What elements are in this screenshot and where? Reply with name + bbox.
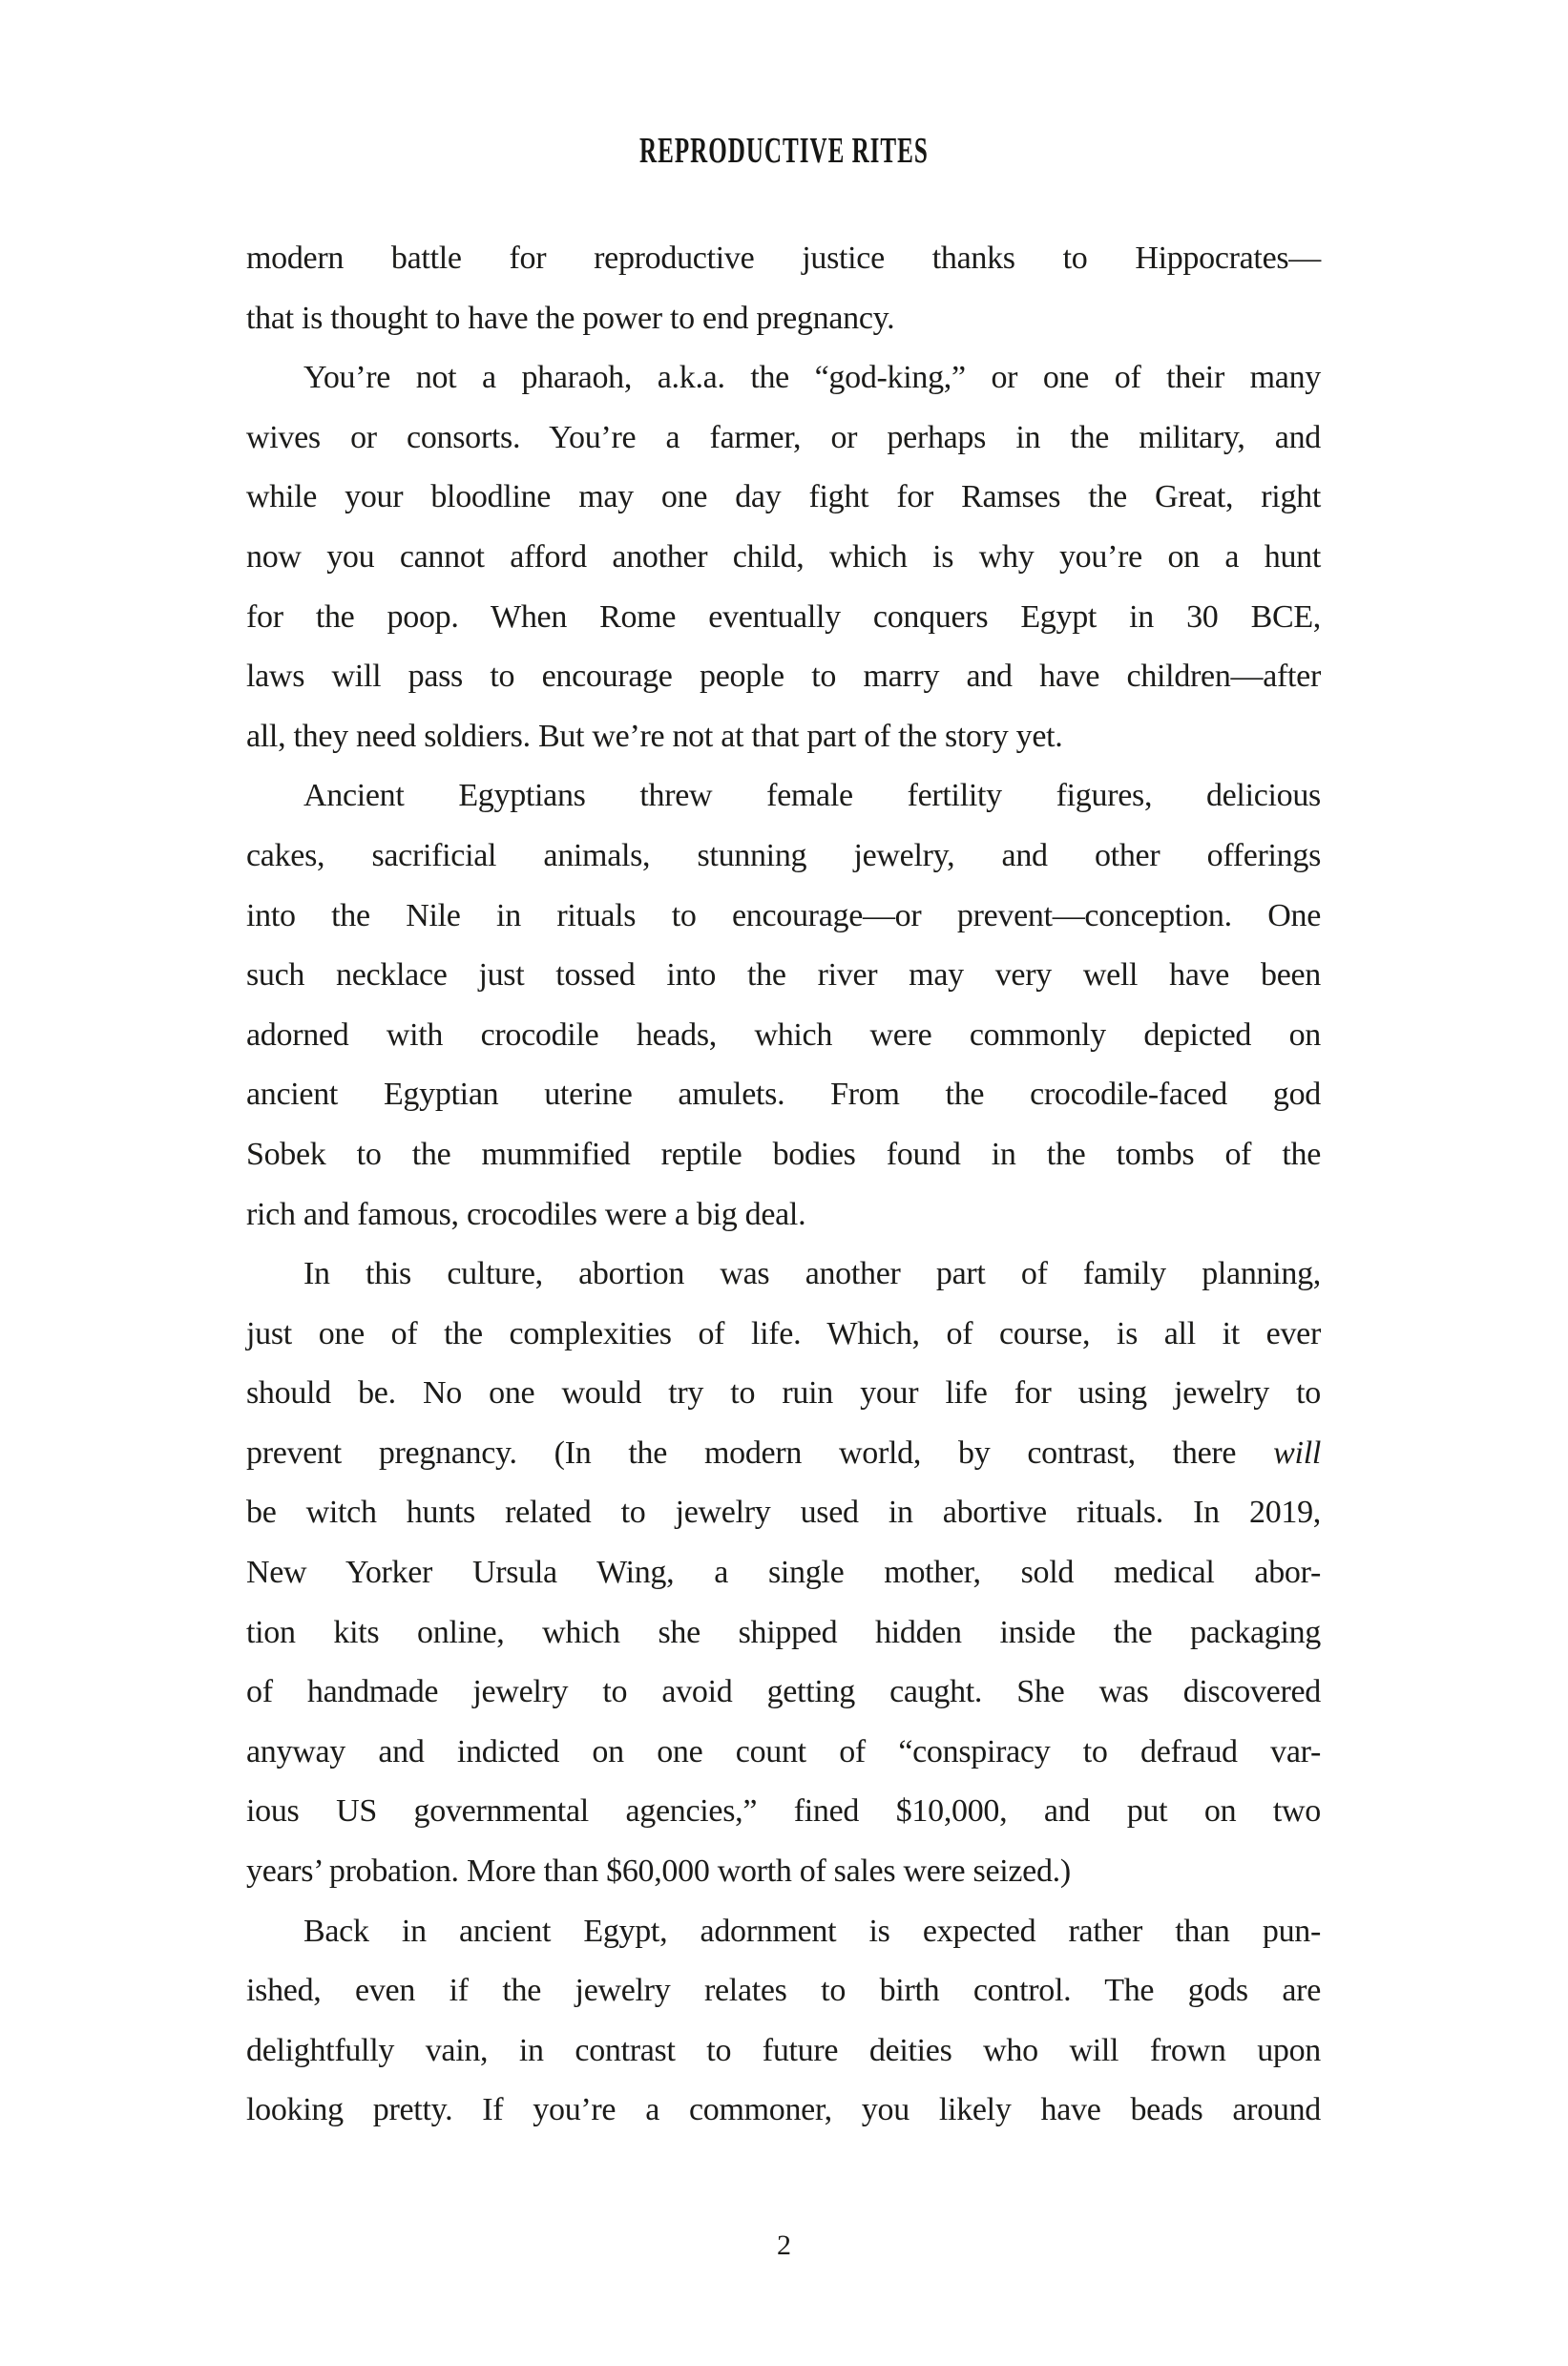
text-line <box>246 1006 1321 1066</box>
text-line <box>246 1125 1321 1185</box>
running-head <box>0 132 1568 170</box>
text-line <box>246 1902 1321 1962</box>
text-line <box>246 1483 1321 1543</box>
text-line <box>246 348 1321 408</box>
text-line <box>246 1842 1321 1902</box>
text-segment: while your bloodline may one day fight for Ramses the Great, right <box>246 479 1321 515</box>
text-segment: In this culture, abortion was another part of family planning, <box>303 1256 1321 1292</box>
text-line <box>246 1961 1321 2021</box>
text-line <box>246 766 1321 827</box>
text-segment: for the poop. When Rome eventually conquers Egypt in 30 BCE, <box>246 598 1321 635</box>
text-line <box>246 229 1321 289</box>
text-line <box>246 588 1321 648</box>
text-line <box>246 2081 1321 2141</box>
text-line <box>246 827 1321 887</box>
text-segment: such necklace just tossed into the river may very well have been <box>246 957 1321 994</box>
text-line <box>246 1364 1321 1424</box>
text-segment: just one of the complexities of life. Which, of course, is all it ever <box>246 1315 1321 1351</box>
running-head-text: REPRODUCTIVE RITES <box>639 131 929 171</box>
text-segment: anyway and indicted on one count of “conspiracy to defraud var- <box>246 1733 1321 1769</box>
text-segment: Sobek to the mummified reptile bodies found in the tombs of the <box>246 1136 1321 1172</box>
text-line <box>246 707 1321 767</box>
text-segment: wives or consorts. You’re a farmer, or perhaps in the military, and <box>246 419 1321 455</box>
text-line <box>246 1603 1321 1664</box>
text-segment: cakes, sacrificial animals, stunning jewelry, and other offerings <box>246 837 1321 873</box>
text-segment: modern battle for reproductive justice thanks to Hippocrates— <box>246 241 1321 276</box>
text-line <box>246 946 1321 1006</box>
text-line <box>246 528 1321 588</box>
text-segment: delightfully vain, in contrast to future deities who will frown upon <box>246 2032 1321 2068</box>
text-line <box>246 1245 1321 1305</box>
text-segment: of handmade jewelry to avoid getting caught. She was discovered <box>246 1674 1321 1710</box>
text-segment: rich and famous, crocodiles were a big deal. <box>246 1196 806 1232</box>
text-line <box>246 1723 1321 1783</box>
text-segment: now you cannot afford another child, which is why you’re on a hunt <box>246 538 1321 575</box>
text-segment: looking pretty. If you’re a commoner, you likely have beads around <box>246 2092 1321 2128</box>
text-line <box>246 1782 1321 1842</box>
text-segment: Back in ancient Egypt, adornment is expected rather than pun- <box>303 1913 1321 1949</box>
text-line <box>246 468 1321 528</box>
text-line <box>246 887 1321 947</box>
italic-text: will <box>1273 1434 1321 1471</box>
text-line <box>246 1065 1321 1125</box>
text-segment: that is thought to have the power to end pregnancy. <box>246 300 895 336</box>
text-segment: ancient Egyptian uterine amulets. From the crocodile-faced god <box>246 1077 1321 1113</box>
text-line <box>246 2021 1321 2082</box>
text-line <box>246 1424 1321 1484</box>
text-segment: You’re not a pharaoh, a.k.a. the “god-king,” or one of their many <box>303 360 1321 396</box>
text-segment: tion kits online, which she shipped hidden inside the packaging <box>246 1614 1321 1650</box>
text-line <box>246 647 1321 707</box>
text-line <box>246 1543 1321 1603</box>
text-segment: all, they need soldiers. But we’re not at that part of the story yet. <box>246 718 1063 754</box>
text-segment: be witch hunts related to jewelry used in abortive rituals. In 2019, <box>246 1495 1321 1531</box>
text-segment: into the Nile in rituals to encourage—or prevent—conception. One <box>246 897 1321 933</box>
text-segment: should be. No one would try to ruin your life for using jewelry to <box>246 1375 1321 1412</box>
body-text <box>246 229 1321 2141</box>
text-line <box>246 1663 1321 1723</box>
text-segment: New Yorker Ursula Wing, a single mother, sold medical abor- <box>246 1555 1321 1591</box>
text-line <box>246 289 1321 349</box>
text-segment: ished, even if the jewelry relates to birth control. The gods are <box>246 1973 1321 2009</box>
text-segment: years’ probation. More than $60,000 worth of sales were seized.) <box>246 1853 1071 1890</box>
text-segment: ious US governmental agencies,” fined $10,000, and put on two <box>246 1793 1321 1830</box>
text-segment: adorned with crocodile heads, which were commonly depicted on <box>246 1016 1321 1053</box>
text-segment: prevent pregnancy. (In the modern world, by contrast, there <box>246 1434 1274 1471</box>
text-line <box>246 408 1321 469</box>
page-number: 2 <box>777 2230 791 2261</box>
text-line <box>246 1305 1321 1365</box>
text-line <box>246 1185 1321 1246</box>
text-segment: laws will pass to encourage people to marry and have children—after <box>246 659 1321 695</box>
text-segment: Ancient Egyptians threw female fertility figures, delicious <box>303 778 1321 814</box>
